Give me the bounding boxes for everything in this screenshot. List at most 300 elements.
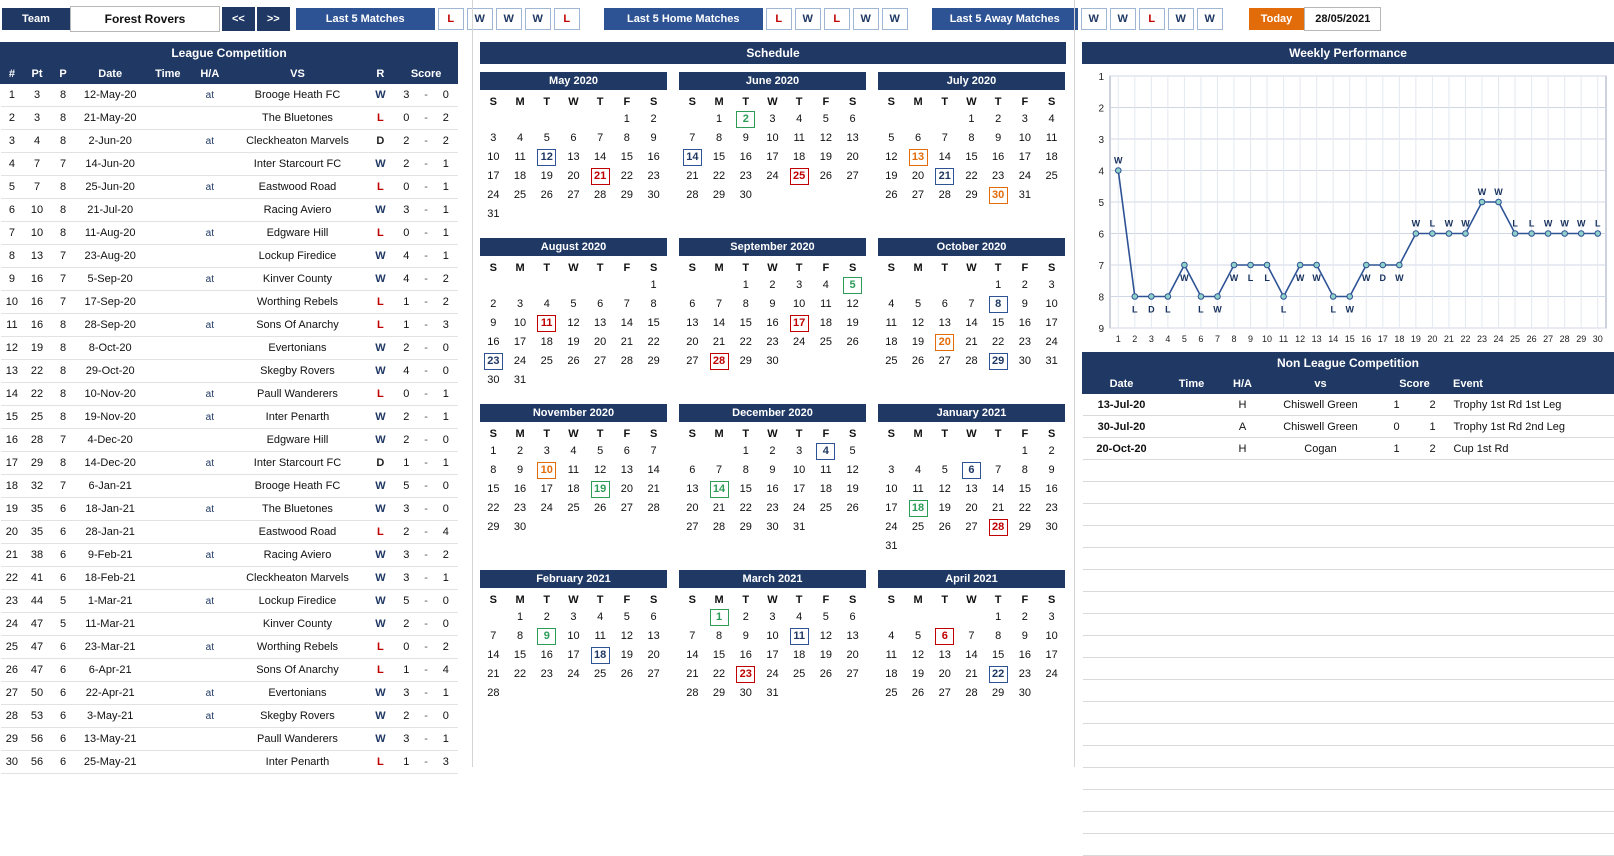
calendar-day: 21 (487, 668, 500, 680)
cell-result: L (366, 314, 395, 337)
table-row[interactable] (1, 728, 458, 751)
calendar-cell (878, 627, 905, 646)
table-row[interactable] (1, 705, 458, 728)
calendar-cell (480, 148, 507, 167)
calendar-cell (813, 684, 840, 703)
calendar-dayname: S (649, 96, 658, 108)
calendar-cell (786, 129, 813, 148)
table-row[interactable] (1083, 394, 1614, 416)
chart-point (1595, 231, 1601, 237)
chart-xtick: 6 (1198, 334, 1204, 344)
calendar-cell (1012, 333, 1039, 352)
calendar-day: 28 (965, 687, 978, 699)
calendar-day: 28 (686, 687, 699, 699)
calendar-day-match[interactable]: 5 (843, 277, 862, 294)
cell-goals-against: 0 (434, 337, 457, 360)
calendar-cell (839, 110, 866, 129)
calendar-day-match[interactable]: 1 (710, 609, 729, 626)
table-row[interactable] (1, 613, 458, 636)
calendar-cell (587, 276, 614, 295)
calendar-cell (679, 186, 706, 205)
calendar-day-match[interactable]: 29 (989, 353, 1008, 370)
calendar-dayname: S (649, 594, 658, 606)
calendar-day: 1 (516, 611, 524, 623)
calendar-cell (1012, 684, 1039, 703)
cell-home-away: at (191, 406, 229, 429)
calendar-day-match[interactable]: 10 (537, 462, 556, 479)
calendar-day: 9 (650, 132, 657, 144)
calendar-cell (732, 314, 759, 333)
calendar-cell (813, 110, 840, 129)
calendar-day: 25 (594, 668, 607, 680)
cell-empty (1161, 526, 1223, 548)
calendar-cell (679, 129, 706, 148)
table-row[interactable] (1, 130, 458, 153)
calendar-cell (480, 333, 507, 352)
calendar-day: 1 (995, 279, 1002, 291)
calendar-month (878, 238, 1065, 390)
cell-points: 47 (23, 613, 51, 636)
cell-empty (1083, 548, 1161, 570)
calendar-day: 26 (594, 502, 607, 514)
cell-empty (1451, 658, 1614, 680)
league-panel-title: League Competition (0, 42, 458, 64)
table-row[interactable] (1, 452, 458, 475)
calendar-day: 24 (766, 668, 779, 680)
cell-empty (1223, 570, 1263, 592)
calendar-dayname: W (966, 428, 977, 440)
table-row[interactable] (1, 314, 458, 337)
calendar-day: 2 (516, 445, 524, 457)
cell-played: 7 (51, 245, 76, 268)
calendar-day-match[interactable]: 18 (591, 647, 610, 664)
cell-goals-against: 0 (434, 590, 457, 613)
last5-home-result-3: L (824, 8, 850, 30)
calendar-day-match[interactable]: 17 (790, 315, 809, 332)
calendar-cell (985, 110, 1012, 129)
cell-points: 35 (23, 498, 51, 521)
calendar-day-match[interactable]: 23 (484, 353, 503, 370)
calendar-cell (480, 684, 507, 703)
calendar-cell (587, 186, 614, 205)
chart-ytick: 1 (1098, 72, 1104, 83)
cell-home-away: H (1223, 394, 1263, 416)
calendar-cell (931, 129, 958, 148)
cell-idx: 1 (1, 84, 24, 107)
calendar-cell (560, 608, 587, 627)
schedule-panel-title: Schedule (480, 42, 1066, 64)
cell-played: 8 (51, 199, 76, 222)
calendar-cell (640, 186, 667, 205)
calendar-cell (931, 110, 958, 129)
chart-point (1545, 231, 1551, 237)
chart-xtick: 27 (1543, 334, 1554, 344)
calendar-day: 3 (570, 611, 577, 623)
non-league-col-date: Date (1083, 375, 1161, 394)
cell-time (145, 337, 191, 360)
calendar-cell (560, 371, 587, 390)
cell-idx: 13 (1, 360, 24, 383)
calendar-cell (958, 186, 985, 205)
calendar-day: 18 (885, 336, 898, 348)
calendar-day: 13 (846, 630, 859, 642)
calendar-day-match[interactable]: 9 (537, 628, 556, 645)
calendar-day-match[interactable]: 19 (591, 481, 610, 498)
calendar-dayname: M (714, 428, 724, 440)
calendar-day: 16 (766, 317, 779, 329)
calendar-day-match[interactable]: 23 (736, 666, 755, 683)
calendar-day-match[interactable]: 21 (935, 168, 954, 185)
cell-played: 8 (51, 360, 76, 383)
calendar-cell (560, 333, 587, 352)
calendar-cell (507, 167, 534, 186)
calendar-day-match[interactable]: 12 (537, 149, 556, 166)
calendar-dayname: F (1021, 96, 1029, 108)
cell-score-dash: - (418, 567, 434, 590)
calendar-day: 30 (647, 189, 660, 201)
calendar-cell (759, 295, 786, 314)
calendar-day: 6 (914, 132, 922, 144)
table-row[interactable] (1, 291, 458, 314)
calendar-dayname: M (515, 428, 525, 440)
table-row[interactable] (1, 406, 458, 429)
calendar-day: 13 (594, 317, 607, 329)
calendar-dayname: W (767, 262, 778, 274)
calendar-day-match[interactable]: 30 (989, 187, 1008, 204)
chart-point-label: D (1148, 304, 1155, 315)
calendar-cell (507, 499, 534, 518)
calendar-dayname: M (714, 262, 724, 274)
calendar-day: 26 (567, 355, 580, 367)
calendar-cell (480, 129, 507, 148)
calendar-dayname: S (1047, 262, 1056, 274)
calendar-cell (1012, 314, 1039, 333)
calendar-cell (878, 110, 905, 129)
cell-date: 6-Apr-21 (75, 659, 144, 682)
cell-goals-for: 4 (395, 360, 418, 383)
calendar-dayname: M (714, 594, 724, 606)
calendar-day: 26 (911, 355, 925, 367)
calendar-day: 29 (487, 521, 500, 533)
calendar-day: 21 (686, 668, 699, 680)
table-row[interactable] (1, 245, 458, 268)
cell-home-away: at (191, 636, 229, 659)
table-row[interactable] (1083, 438, 1614, 460)
table-row[interactable] (1, 199, 458, 222)
calendar-dayname: T (941, 594, 949, 606)
table-row[interactable] (1, 429, 458, 452)
calendar-dayname: F (1021, 594, 1029, 606)
calendar-day: 8 (715, 132, 723, 144)
calendar-day: 18 (793, 649, 806, 661)
calendar-cell (732, 608, 759, 627)
cell-home-away: at (191, 268, 229, 291)
table-row[interactable] (1, 360, 458, 383)
calendar-cell (679, 352, 706, 371)
cell-empty (1451, 790, 1614, 812)
calendar-day-match[interactable]: 22 (989, 666, 1008, 683)
calendar-cell (560, 276, 587, 295)
cell-played: 6 (51, 636, 76, 659)
cell-empty (1451, 548, 1614, 570)
calendar-day-match[interactable]: 25 (790, 168, 809, 185)
prev-team-button[interactable]: << (222, 7, 255, 31)
cell-opponent: Eastwood Road (229, 521, 366, 544)
calendar-cell (985, 608, 1012, 627)
calendar-cell (878, 499, 905, 518)
calendar-day: 15 (992, 317, 1005, 329)
calendar-day: 30 (1045, 521, 1058, 533)
cell-home-away: at (191, 130, 229, 153)
cell-empty (1083, 658, 1161, 680)
calendar-day: 13 (647, 630, 660, 642)
calendar-cell (679, 461, 706, 480)
cell-goals-for: 2 (395, 429, 418, 452)
calendar-cell (480, 110, 507, 129)
calendar-cell (786, 665, 813, 684)
calendar-day: 18 (513, 170, 527, 182)
calendar-cell (786, 352, 813, 371)
calendar-day: 3 (796, 445, 803, 457)
cell-empty (1223, 746, 1263, 768)
table-row[interactable] (1, 84, 458, 107)
calendar-cell (931, 276, 958, 295)
cell-points: 32 (23, 475, 51, 498)
cell-opponent: The Bluetones (229, 498, 366, 521)
table-row[interactable] (1, 498, 458, 521)
team-name-field[interactable]: Forest Rovers (70, 6, 220, 32)
calendar-day: 7 (623, 298, 630, 310)
chart-point-label: L (1280, 304, 1287, 315)
cell-empty (1415, 526, 1451, 548)
cell-empty (1263, 548, 1379, 570)
cell-opponent: Lockup Firedice (229, 245, 366, 268)
cell-date: 20-Oct-20 (1083, 438, 1161, 460)
table-row[interactable] (1, 107, 458, 130)
calendar-month (679, 570, 866, 703)
cell-idx: 14 (1, 383, 24, 406)
calendar-cell (614, 110, 641, 129)
calendar-cell (958, 646, 985, 665)
calendar-day: 14 (594, 151, 607, 163)
calendar-day: 3 (543, 445, 550, 457)
calendar-cell (679, 499, 706, 518)
chart-point (1380, 262, 1386, 268)
table-row[interactable] (1, 682, 458, 705)
calendar-dayname: F (822, 594, 830, 606)
table-row[interactable] (1, 590, 458, 613)
cell-date: 2-Jun-20 (75, 130, 144, 153)
table-row[interactable] (1, 636, 458, 659)
cell-date: 12-May-20 (75, 84, 144, 107)
table-row[interactable] (1, 383, 458, 406)
table-row[interactable] (1083, 416, 1614, 438)
next-team-button[interactable]: >> (257, 7, 290, 31)
calendar-cell (480, 608, 507, 627)
calendar-cell (480, 627, 507, 646)
cell-home-away: at (191, 452, 229, 475)
calendar-day-match[interactable]: 28 (989, 519, 1008, 536)
calendar-cell (640, 627, 667, 646)
calendar-cell (533, 167, 560, 186)
league-competition-panel (0, 42, 458, 774)
calendar-cell (786, 461, 813, 480)
cell-home-away: at (191, 544, 229, 567)
cell-goals-against: 0 (434, 360, 457, 383)
calendar-day-match[interactable]: 11 (790, 628, 809, 645)
calendar-day: 7 (650, 445, 657, 457)
cell-empty (1223, 592, 1263, 614)
calendar-cell (587, 148, 614, 167)
cell-date: 21-Jul-20 (75, 199, 144, 222)
calendar-day: 17 (793, 483, 806, 495)
calendar-day: 28 (620, 355, 633, 367)
calendar-day: 10 (793, 298, 806, 310)
cell-empty (1223, 460, 1263, 482)
cell-score-dash: - (418, 314, 434, 337)
calendar-day: 2 (1021, 279, 1028, 291)
calendar-day-match[interactable]: 6 (962, 462, 981, 479)
calendar-day: 17 (766, 649, 779, 661)
calendar-day: 18 (819, 483, 832, 495)
calendar-day-match[interactable]: 4 (816, 443, 835, 460)
calendar-cell (786, 608, 813, 627)
calendar-cell (614, 461, 641, 480)
table-row[interactable] (1, 268, 458, 291)
calendar-day-match[interactable]: 11 (537, 315, 556, 332)
cell-played: 8 (51, 383, 76, 406)
calendar-cell (614, 276, 641, 295)
table-row[interactable] (1, 544, 458, 567)
calendar-day: 10 (567, 630, 580, 642)
cell-points: 10 (23, 199, 51, 222)
calendar-day: 25 (819, 502, 832, 514)
calendar-day: 13 (938, 317, 951, 329)
calendar-day-match[interactable]: 18 (909, 500, 928, 517)
calendar-cell (931, 352, 958, 371)
chart-xtick: 18 (1394, 334, 1405, 344)
calendar-day-match[interactable]: 20 (935, 334, 954, 351)
calendar-month-title: March 2021 (679, 570, 866, 588)
calendar-month (878, 72, 1065, 224)
calendar-cell (533, 684, 560, 703)
cell-score-dash: - (418, 659, 434, 682)
calendar-day: 31 (793, 521, 806, 533)
table-row[interactable] (1, 337, 458, 360)
calendar-day-match[interactable]: 13 (909, 149, 928, 166)
calendar-day-match[interactable]: 8 (989, 296, 1008, 313)
calendar-cell (1038, 110, 1065, 129)
calendar-day-match[interactable]: 2 (736, 111, 755, 128)
cell-empty (1263, 504, 1379, 526)
cell-opponent: Eastwood Road (229, 176, 366, 199)
table-row[interactable] (1, 521, 458, 544)
cell-empty (1415, 724, 1451, 746)
calendar-day: 15 (712, 151, 726, 163)
cell-empty (1223, 702, 1263, 724)
table-row[interactable] (1, 222, 458, 245)
calendar-day: 29 (739, 521, 752, 533)
calendar-day: 2 (650, 113, 657, 125)
cell-goals-against: 1 (434, 567, 457, 590)
calendar-day-match[interactable]: 14 (683, 149, 702, 166)
table-row[interactable] (1, 176, 458, 199)
cell-time (145, 682, 191, 705)
calendar-day: 22 (620, 170, 633, 182)
calendar-day: 20 (686, 502, 699, 514)
calendar-day: 23 (766, 336, 779, 348)
calendar-day: 22 (992, 336, 1005, 348)
calendar-day: 28 (965, 355, 978, 367)
calendar-cell (706, 461, 733, 480)
cell-empty (1161, 658, 1223, 680)
cell-date: 21-May-20 (75, 107, 144, 130)
table-row[interactable] (1, 153, 458, 176)
calendar-day: 23 (513, 502, 527, 514)
calendar-day-match[interactable]: 28 (710, 353, 729, 370)
cell-empty (1451, 504, 1614, 526)
cell-idx: 12 (1, 337, 24, 360)
calendar-cell (706, 608, 733, 627)
cell-score-dash: - (418, 705, 434, 728)
cell-points: 10 (23, 222, 51, 245)
last5-home-result-1: L (766, 8, 792, 30)
calendar-day: 2 (543, 611, 550, 623)
cell-time (145, 521, 191, 544)
calendar-cell (533, 499, 560, 518)
table-row[interactable] (1, 751, 458, 774)
chart-point (1132, 294, 1138, 300)
table-row[interactable] (1, 475, 458, 498)
cell-result: L (366, 291, 395, 314)
table-row-empty (1083, 812, 1614, 834)
chart-point (1264, 262, 1270, 268)
cell-empty (1083, 636, 1161, 658)
calendar-day-match[interactable]: 14 (710, 481, 729, 498)
cell-result: W (366, 613, 395, 636)
calendar-day: 5 (941, 464, 948, 476)
calendar-cell (507, 646, 534, 665)
cell-date: 18-Jan-21 (75, 498, 144, 521)
calendar-day-match[interactable]: 21 (591, 168, 610, 185)
calendar-day: 27 (594, 355, 607, 367)
chart-point-label: L (1132, 304, 1138, 315)
calendar-day: 25 (793, 668, 806, 680)
calendar-cell (958, 129, 985, 148)
cell-score-for: 1 (1379, 438, 1415, 460)
calendar-day: 30 (766, 355, 779, 367)
table-row[interactable] (1, 567, 458, 590)
calendar-dayname: S (688, 96, 697, 108)
table-row-empty (1083, 460, 1614, 482)
calendar-day-match[interactable]: 6 (935, 628, 954, 645)
cell-score-dash: - (418, 429, 434, 452)
cell-event: Trophy 1st Rd 2nd Leg (1451, 416, 1614, 438)
calendar-cell (759, 665, 786, 684)
calendar-cell (813, 518, 840, 537)
cell-score-dash: - (418, 130, 434, 153)
non-league-panel-title: Non League Competition (1082, 352, 1614, 374)
calendar-day: 30 (739, 687, 752, 699)
cell-score-dash: - (418, 475, 434, 498)
calendar-day: 24 (567, 668, 580, 680)
calendar-day: 29 (1018, 521, 1031, 533)
table-row[interactable] (1, 659, 458, 682)
cell-empty (1161, 548, 1223, 570)
chart-point (1314, 262, 1320, 268)
cell-goals-for: 2 (395, 705, 418, 728)
cell-home-away: A (1223, 416, 1263, 438)
